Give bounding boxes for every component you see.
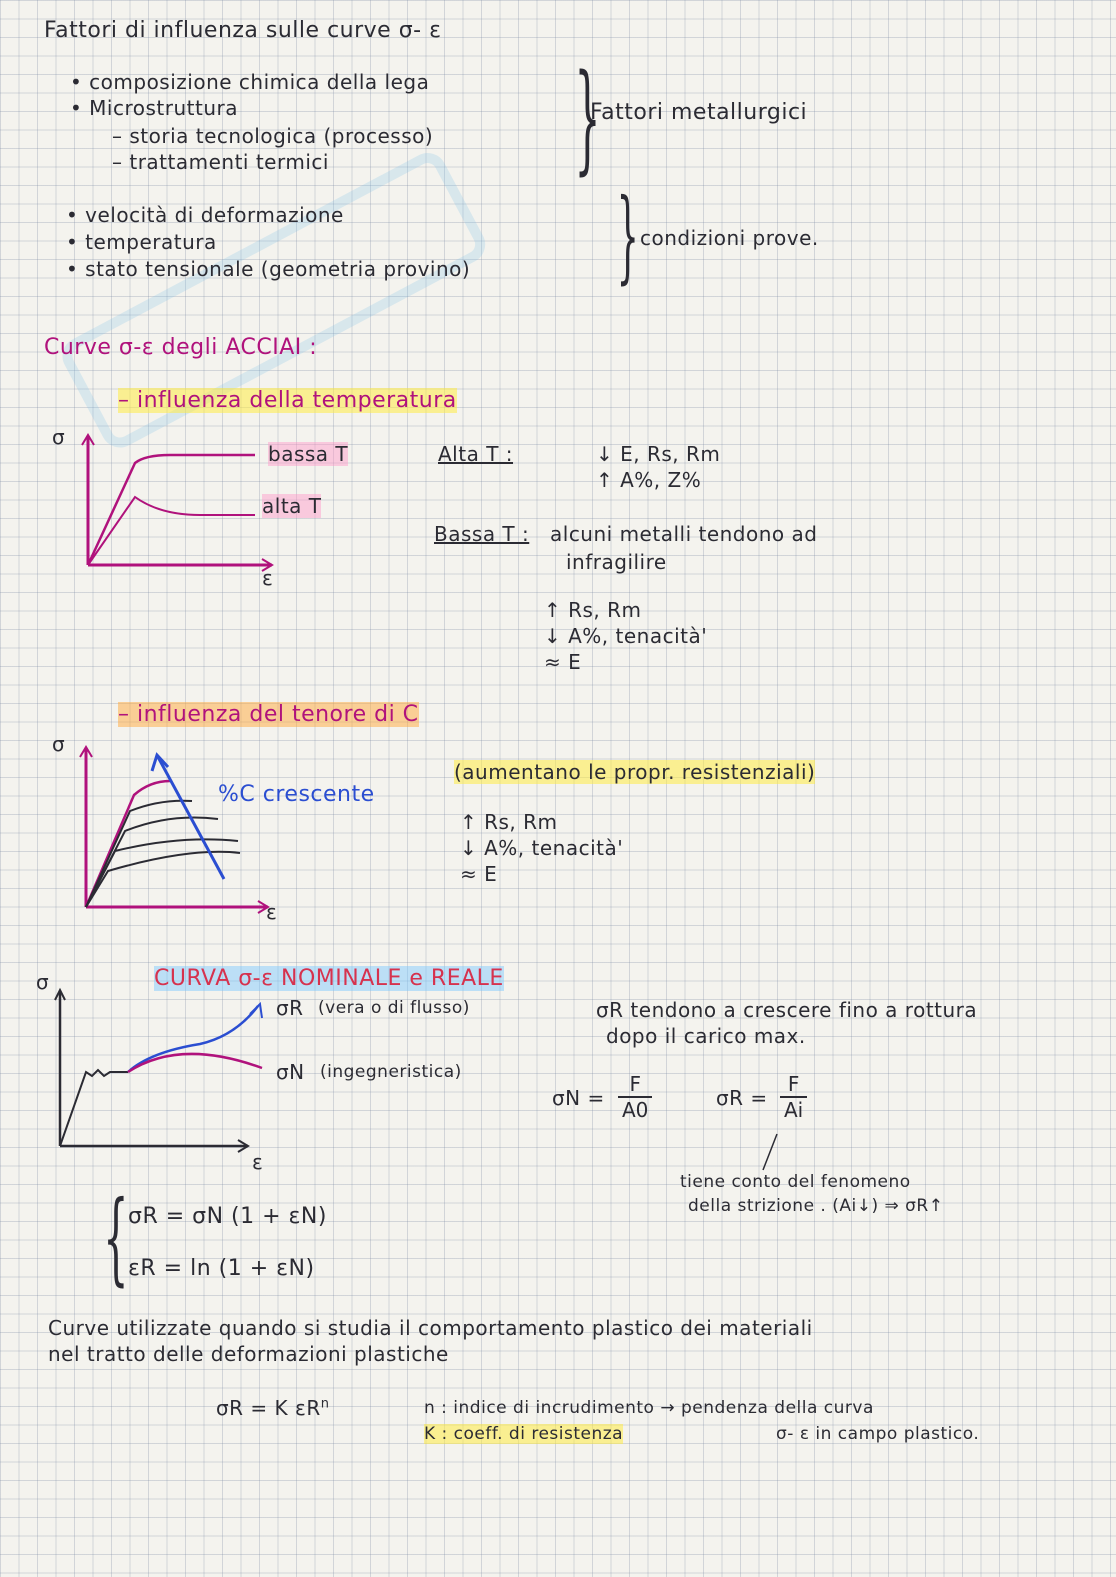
hollomon-law: σR = K $\varepsilon R^n$: [216, 1396, 330, 1420]
subsection-heading: – influenza del tenore di C: [118, 702, 419, 727]
low-T-text: alcuni metalli tendono ad: [550, 522, 818, 546]
carbon-effect: ≈ E: [460, 862, 498, 886]
y-axis-label: σ: [52, 425, 66, 449]
nominal-curve-label: σN: [276, 1060, 305, 1084]
carbon-effect: ↑ Rs, Rm: [460, 810, 558, 834]
nominal-curve: [128, 1054, 262, 1072]
list-item: • Microstruttura: [70, 96, 238, 120]
right-brace: }: [616, 177, 639, 294]
formula-nominal-lhs: σN =: [552, 1086, 605, 1110]
subsection-heading: – influenza della temperatura: [118, 388, 457, 413]
x-axis-label: ε: [252, 1150, 264, 1174]
real-curve-note: dopo il carico max.: [606, 1024, 806, 1048]
test-conditions-label: condizioni prove.: [640, 226, 819, 250]
nominal-curve-desc: (ingegneristica): [320, 1062, 462, 1082]
usage-text: nel tratto delle deformazioni plastiche: [48, 1342, 449, 1366]
real-curve-note: σR tendono a crescere fino a rottura: [596, 998, 978, 1022]
nominal-real-chart: [30, 980, 300, 1160]
carbon-arrow-label: %C crescente: [218, 782, 375, 807]
formula-nominal-fraction: $\frac{F}{A0}$: [618, 1072, 652, 1122]
y-axis-label: σ: [52, 732, 66, 756]
low-T-effect: ↓ A%, tenacità': [544, 624, 708, 648]
k-definition: K : coeff. di resistenza: [424, 1424, 624, 1444]
x-axis-label: ε: [262, 566, 274, 590]
n-definition: n : indice di incrudimento → pendenza della curva: [424, 1398, 874, 1418]
low-T-effect: ↑ Rs, Rm: [544, 598, 642, 622]
section-heading: Curve σ-ε degli ACCIAI :: [44, 335, 318, 360]
high-T-effect: ↑ A%, Z%: [596, 468, 702, 492]
equation-true-strain: εR = ln (1 + εN): [128, 1256, 315, 1281]
subsection-heading: CURVA σ-ε NOMINALE e REALE: [154, 966, 504, 991]
list-item: – trattamenti termici: [112, 150, 329, 174]
x-axis-label: ε: [266, 900, 278, 924]
list-item: • temperatura: [66, 230, 217, 254]
pointer-line: [755, 1130, 785, 1174]
curve-label-low-T: bassa T: [268, 442, 349, 466]
low-T-effect: ≈ E: [544, 650, 582, 674]
striction-note: tiene conto del fenomeno: [680, 1172, 911, 1192]
formula-real-fraction: $\frac{F}{Ai}$: [780, 1072, 807, 1122]
carbon-effect: ↓ A%, tenacità': [460, 836, 624, 860]
list-item: • velocità di deformazione: [66, 203, 344, 227]
high-T-effect: ↓ E, Rs, Rm: [596, 442, 721, 466]
metallurgical-label: Fattori metallurgici: [590, 100, 808, 125]
list-item: • composizione chimica della lega: [70, 70, 430, 94]
curve-low-T: [88, 455, 255, 565]
carbon-chart: [40, 735, 300, 925]
list-item: • stato tensionale (geometria provino): [66, 257, 471, 281]
right-brace: }: [574, 48, 601, 186]
curve-label-high-T: alta T: [262, 494, 322, 518]
low-T-label: Bassa T :: [434, 522, 530, 546]
real-curve-desc: (vera o di flusso): [318, 998, 470, 1018]
carbon-curve-2: [86, 801, 192, 907]
carbon-note: (aumentano le propr. resistenziali): [454, 760, 816, 784]
y-axis-label: σ: [36, 970, 50, 994]
formula-real-lhs: σR =: [716, 1086, 768, 1110]
list-item: – storia tecnologica (processo): [112, 124, 434, 148]
high-T-label: Alta T :: [438, 442, 514, 466]
elastic-yield-segment: [60, 1070, 128, 1146]
low-T-text: infragilire: [566, 550, 667, 574]
curve-high-T: [88, 497, 255, 565]
striction-note: della strizione . (Ai↓) ⇒ σR↑: [688, 1196, 944, 1216]
real-curve-label: σR: [276, 996, 304, 1020]
page-title: Fattori di influenza sulle curve σ- ε: [44, 18, 442, 43]
equation-true-stress: σR = σN (1 + εN): [128, 1204, 327, 1229]
real-curve-arrow: [250, 1004, 262, 1018]
left-brace: {: [103, 1179, 129, 1296]
usage-text: Curve utilizzate quando si studia il comportamento plastico dei materiali: [48, 1316, 813, 1340]
carbon-curve-4: [86, 839, 238, 907]
n-definition-cont: σ- ε in campo plastico.: [776, 1424, 980, 1444]
